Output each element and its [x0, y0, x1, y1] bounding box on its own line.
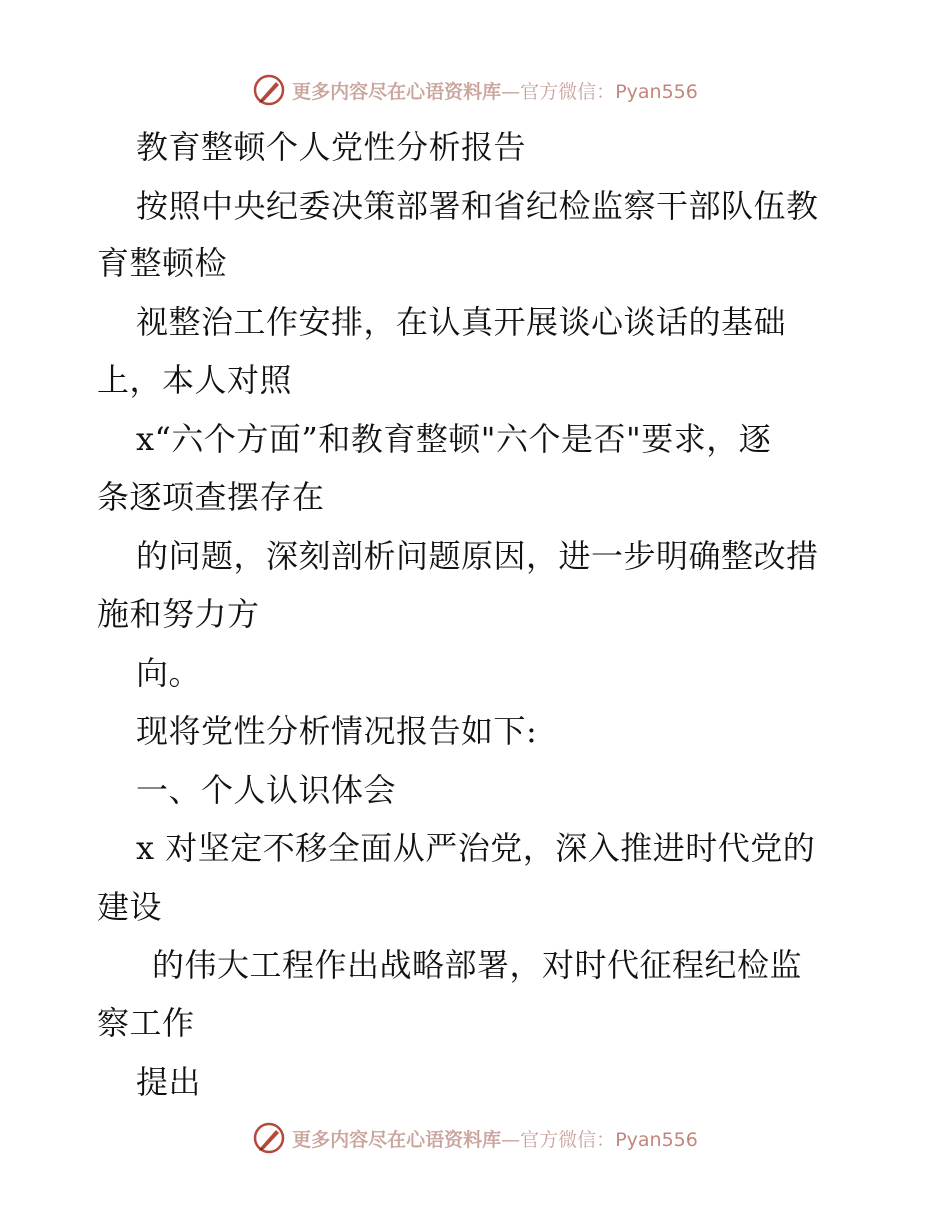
document-title: 教育整顿个人党性分析报告: [136, 128, 527, 166]
paragraph-line: 的问题，深刻剖析问题原因，进一步明确整改措: [136, 537, 819, 575]
footer-watermark: [0, 1118, 950, 1158]
paragraph-line: 向。: [136, 654, 202, 692]
section-heading: 一、个人认识体会: [136, 771, 397, 809]
paragraph-line: 条逐项查摆存在: [97, 478, 325, 516]
watermark-text: [292, 1125, 698, 1152]
paragraph-line: 建设: [97, 888, 163, 926]
paragraph-line: 现将党性分析情况报告如下:: [136, 712, 538, 750]
watermark-wechat-label: —官方微信：: [501, 1128, 616, 1151]
paragraph-line: 提出: [136, 1063, 202, 1101]
watermark-text: [292, 77, 698, 104]
watermark-wechat-label: —官方微信：: [501, 80, 616, 103]
pen-logo-icon: [252, 1121, 286, 1155]
paragraph-line: x“六个方面”和教育整顿"六个是否"要求，逐: [136, 420, 772, 458]
paragraph-line: 施和努力方: [97, 595, 260, 633]
paragraph-line: 视整治工作安排，在认真开展谈心谈话的基础: [136, 303, 787, 341]
paragraph-line: 的伟大工程作出战略部署，对时代征程纪检监: [152, 946, 803, 984]
watermark-site-name: 更多内容尽在心语资料库: [292, 80, 502, 103]
paragraph-line: 上，本人对照: [97, 361, 293, 399]
watermark-wechat-id: Pyan556: [615, 1128, 698, 1151]
paragraph-line: 按照中央纪委决策部署和省纪检监察干部队伍教: [136, 187, 819, 225]
paragraph-line: x 对坚定不移全面从严治党，深入推进时代党的: [136, 829, 816, 867]
pen-logo-icon: [252, 73, 286, 107]
paragraph-line: 察工作: [97, 1004, 195, 1042]
watermark-wechat-id: Pyan556: [615, 80, 698, 103]
watermark-site-name: 更多内容尽在心语资料库: [292, 1128, 502, 1151]
paragraph-line: 育整顿检: [97, 244, 228, 282]
header-watermark: [0, 70, 950, 110]
